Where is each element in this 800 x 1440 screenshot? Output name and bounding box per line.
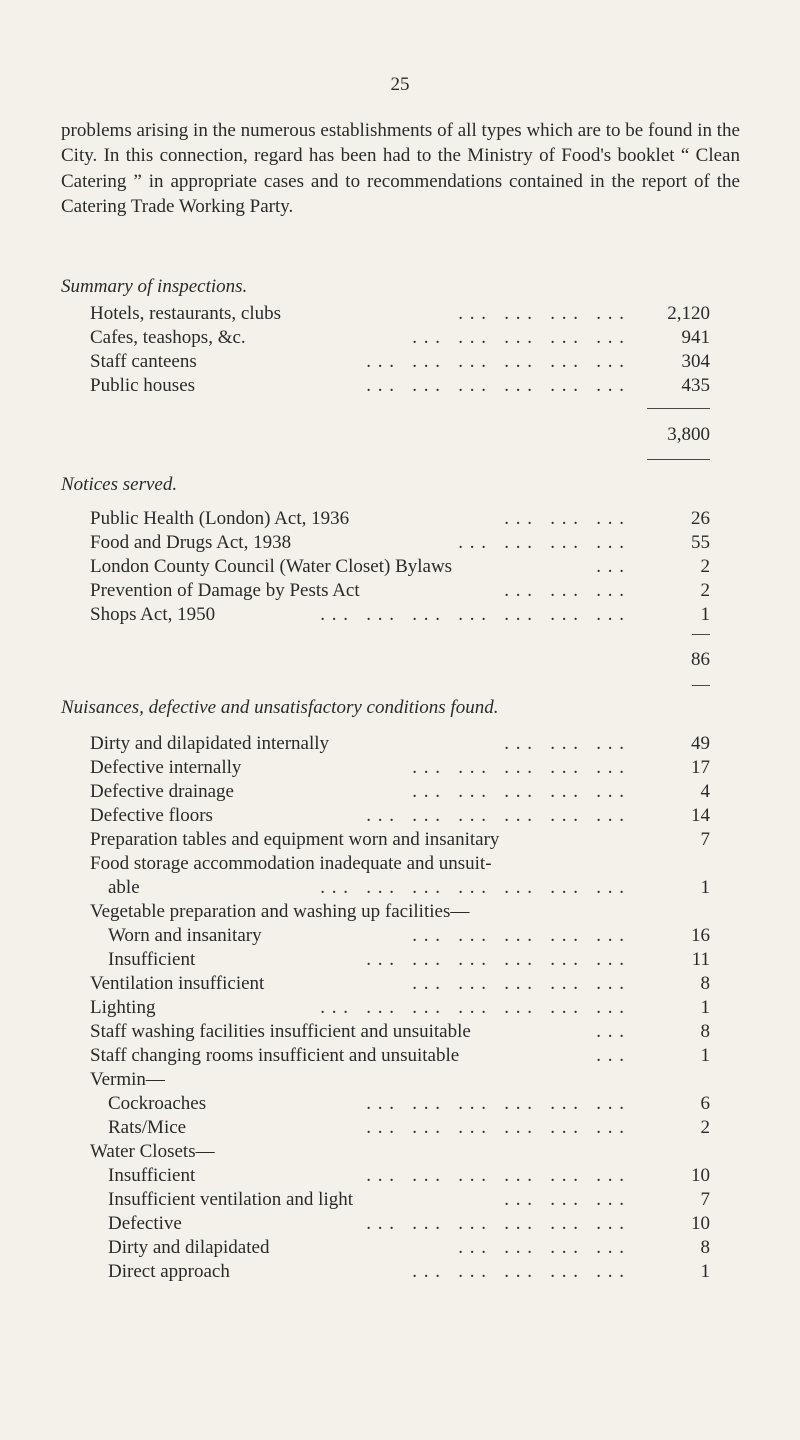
table-row — [90, 579, 710, 603]
row-label: Insufficient — [108, 1164, 203, 1188]
total-rule — [692, 685, 710, 686]
notices-heading: Notices served. — [61, 474, 178, 495]
table-row — [90, 804, 710, 828]
row-label: Staff canteens — [90, 350, 205, 374]
row-label: Preparation tables and equipment worn and insanitary — [90, 829, 500, 850]
row-value: 26 — [691, 508, 710, 529]
row-value: 4 — [700, 781, 710, 802]
table-row — [90, 1236, 710, 1260]
leader-dots: . . . . . . . . . . . . . . . . . . . . . — [320, 604, 625, 625]
table-row — [90, 555, 710, 579]
row-value: 2 — [700, 580, 710, 601]
table-row — [90, 1140, 710, 1164]
row-value: 55 — [691, 532, 710, 553]
row-label: Worn and insanitary — [108, 924, 270, 948]
notices-total: 86 — [691, 649, 710, 670]
table-row — [90, 1020, 710, 1044]
table-row — [90, 531, 710, 555]
total-rule — [647, 459, 710, 460]
row-value: 6 — [700, 1093, 710, 1114]
row-value: 11 — [691, 949, 710, 970]
row-value: 2 — [700, 556, 710, 577]
row-label: Defective floors — [90, 804, 221, 828]
leader-dots: . . . . . . . . . — [504, 580, 625, 601]
row-value: 10 — [691, 1165, 710, 1186]
row-label: Lighting — [90, 996, 163, 1020]
row-value: 1 — [700, 1261, 710, 1282]
leader-dots: . . . . . . . . . . . . . . . . . . — [366, 949, 625, 970]
leader-dots: . . . . . . . . . . . . . . . . . . . . . — [320, 877, 625, 898]
leader-dots: . . . . . . . . . — [504, 1189, 625, 1210]
leader-dots: . . . . . . . . . . . . — [458, 532, 625, 553]
row-value: 1 — [700, 1045, 710, 1066]
row-label: Hotels, restaurants, clubs — [90, 302, 289, 326]
table-row — [90, 924, 710, 948]
table-row — [90, 756, 710, 780]
page-number: 25 — [390, 74, 410, 95]
leader-dots: . . . . . . . . . . . . . . . — [412, 973, 625, 994]
table-row — [90, 507, 710, 531]
leader-dots: . . . — [596, 556, 625, 577]
leader-dots: . . . . . . . . . . . . . . . . . . — [366, 1093, 625, 1114]
table-row — [90, 1044, 710, 1068]
row-label: Prevention of Damage by Pests Act — [90, 579, 368, 603]
leader-dots: . . . . . . . . . . . . . . . . . . — [366, 1117, 625, 1138]
row-value: 8 — [700, 1237, 710, 1258]
row-value: 1 — [700, 997, 710, 1018]
row-label: Food and Drugs Act, 1938 — [90, 531, 299, 555]
row-value: 8 — [700, 973, 710, 994]
row-label: Public Health (London) Act, 1936 — [90, 507, 357, 531]
table-row — [90, 302, 710, 326]
row-label: Food storage accommodation inadequate and unsuit- — [90, 853, 492, 874]
table-row — [90, 350, 710, 374]
leader-dots: . . . . . . . . . . . . . . . . . . . . . — [320, 997, 625, 1018]
row-label: Rats/Mice — [108, 1116, 194, 1140]
leader-dots: . . . . . . . . . . . . . . . — [412, 757, 625, 778]
subtotal-rule — [692, 634, 710, 635]
leader-dots: . . . . . . . . . . . . — [458, 303, 625, 324]
leader-dots: . . . . . . . . . . . . . . . . . . — [366, 1213, 625, 1234]
row-label: Water Closets— — [90, 1141, 215, 1162]
row-label: Cockroaches — [108, 1092, 214, 1116]
table-row — [90, 1260, 710, 1284]
row-value: 10 — [691, 1213, 710, 1234]
table-row — [90, 1092, 710, 1116]
row-label: Insufficient — [108, 948, 203, 972]
row-value: 7 — [700, 829, 710, 850]
leader-dots: . . . . . . . . . . . . . . . . . . — [366, 375, 625, 396]
row-value: 941 — [681, 327, 710, 348]
row-value: 435 — [681, 375, 710, 396]
nuisances-heading: Nuisances, defective and unsatisfactory conditions found. — [61, 697, 499, 718]
row-label: Shops Act, 1950 — [90, 603, 223, 627]
leader-dots: . . . . . . . . . . . . . . . — [412, 925, 625, 946]
intro-paragraph: problems arising in the numerous establishments of all types which are to be found in the City. In this connection, regard has been had to the Ministry of Food's booklet “ Clean Catering ” in appropriate cases and to recommendations contained in the report of the Catering Trade Working Party. — [61, 120, 740, 217]
row-label: Defective — [108, 1212, 190, 1236]
table-row — [90, 374, 710, 398]
row-label: able — [108, 876, 148, 900]
row-label: Dirty and dilapidated internally — [90, 732, 337, 756]
table-row — [90, 732, 710, 756]
leader-dots: . . . . . . . . . . . . . . . — [412, 781, 625, 802]
table-row — [90, 972, 710, 996]
row-label: Insufficient ventilation and light — [108, 1188, 361, 1212]
table-row — [90, 876, 710, 900]
table-row — [90, 1164, 710, 1188]
row-value: 14 — [691, 805, 710, 826]
table-row — [90, 900, 710, 924]
row-value: 8 — [700, 1021, 710, 1042]
row-value: 1 — [700, 604, 710, 625]
leader-dots: . . . — [596, 1045, 625, 1066]
row-label: Defective internally — [90, 756, 249, 780]
leader-dots: . . . . . . . . . — [504, 733, 625, 754]
table-row — [90, 603, 710, 627]
table-row — [90, 1188, 710, 1212]
row-label: Vermin— — [90, 1069, 165, 1090]
row-value: 17 — [691, 757, 710, 778]
row-label: Defective drainage — [90, 780, 242, 804]
row-value: 2,120 — [667, 303, 710, 324]
row-label: London County Council (Water Closet) Bylaws — [90, 555, 460, 579]
row-label: Direct approach — [108, 1260, 238, 1284]
row-value: 2 — [700, 1117, 710, 1138]
table-row — [90, 326, 710, 350]
leader-dots: . . . . . . . . . — [504, 508, 625, 529]
table-row — [90, 948, 710, 972]
row-label: Dirty and dilapidated — [108, 1236, 277, 1260]
leader-dots: . . . . . . . . . . . . — [458, 1237, 625, 1258]
table-row — [90, 852, 710, 876]
table-row — [90, 828, 710, 852]
leader-dots: . . . . . . . . . . . . . . . . . . — [366, 1165, 625, 1186]
table-row — [90, 1212, 710, 1236]
table-row — [90, 1116, 710, 1140]
row-value: 1 — [700, 877, 710, 898]
row-label: Staff changing rooms insufficient and unsuitable — [90, 1044, 467, 1068]
leader-dots: . . . . . . . . . . . . . . . . . . — [366, 351, 625, 372]
row-label: Staff washing facilities insufficient and unsuitable — [90, 1020, 479, 1044]
subtotal-rule — [647, 408, 710, 409]
row-value: 304 — [681, 351, 710, 372]
row-value: 49 — [691, 733, 710, 754]
row-label: Public houses — [90, 374, 203, 398]
leader-dots: . . . . . . . . . . . . . . . — [412, 327, 625, 348]
table-row — [90, 780, 710, 804]
row-label: Cafes, teashops, &c. — [90, 326, 254, 350]
leader-dots: . . . . . . . . . . . . . . . — [412, 1261, 625, 1282]
row-label: Ventilation insufficient — [90, 972, 272, 996]
row-value: 7 — [700, 1189, 710, 1210]
leader-dots: . . . . . . . . . . . . . . . . . . — [366, 805, 625, 826]
inspections-heading: Summary of inspections. — [61, 276, 248, 297]
table-row — [90, 1068, 710, 1092]
row-value: 16 — [691, 925, 710, 946]
table-row — [90, 996, 710, 1020]
inspections-total: 3,800 — [667, 424, 710, 445]
leader-dots: . . . — [596, 1021, 625, 1042]
row-label: Vegetable preparation and washing up facilities— — [90, 901, 470, 922]
